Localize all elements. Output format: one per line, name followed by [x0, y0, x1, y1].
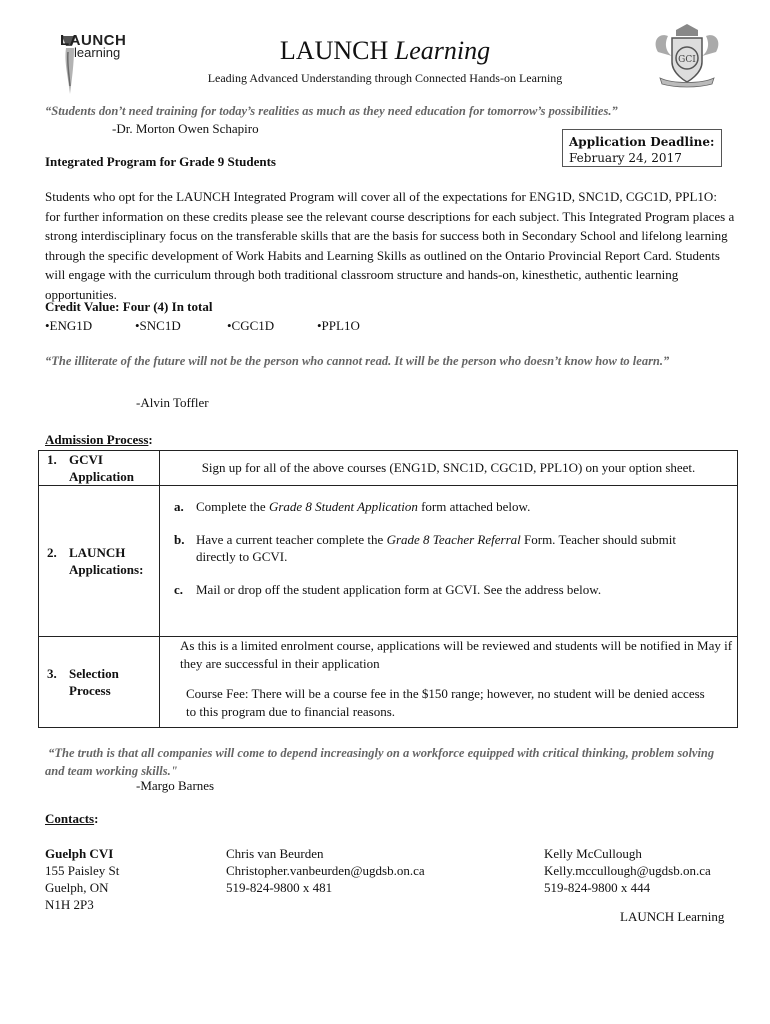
school-crest-logo: [648, 22, 726, 90]
contact-person-2: [544, 845, 711, 896]
quote-barnes: [45, 744, 735, 780]
step-3-number: 3.: [47, 666, 57, 681]
title-italic: Learning: [394, 36, 491, 65]
item-c-letter: c.: [174, 582, 184, 597]
step-3-label-line2: Process: [69, 683, 111, 698]
logo-text-bottom: learning: [74, 45, 121, 60]
contact-2-name: Kelly McCullough: [544, 846, 642, 861]
deadline-date: February 24, 2017: [569, 151, 682, 165]
credit-item-ppl1o: •PPL1O: [317, 318, 360, 333]
credit-item-cgc1d: •CGC1D: [227, 318, 275, 333]
admission-step-3: [39, 637, 738, 728]
contact-2-phone: 519-824-9800 x 444: [544, 880, 651, 895]
step-1-instruction: Sign up for all of the above courses (ENG1D, SNC1D, CGC1D, PPL1O) on your option sheet.: [201, 460, 696, 475]
item-b-text: Have a current teacher complete the Grade 8 Teacher Referral Form. Teacher should submit directly to GCVI.: [196, 532, 676, 564]
contact-2-email[interactable]: Kelly.mccullough@ugdsb.on.ca: [544, 863, 711, 878]
step-2-label-cell: [39, 486, 160, 637]
quote-barnes-author: -Margo Barnes: [136, 778, 215, 793]
deadline-label: Application Deadline:: [569, 135, 715, 149]
step-2-item-a: [174, 498, 716, 515]
step-2-item-c: [174, 581, 716, 598]
item-c-text: Mail or drop off the student application form at GCVI. See the address below.: [196, 582, 602, 597]
quote-toffler: “The illiterate of the future will not be the person who cannot read. It will be the person who doesn’t know how to learn.”: [45, 354, 670, 368]
contact-person-1: [226, 845, 425, 896]
step-3-label-cell: [39, 637, 160, 728]
item-b-letter: b.: [174, 532, 185, 547]
step-1-text: [160, 451, 738, 486]
quote-barnes-text: “The truth is that all companies will come to depend increasingly on a workforce equipped with critical thinking, problem solving and team working skills.": [45, 746, 715, 778]
step-2-label-line1: LAUNCH: [69, 545, 126, 560]
step-2-number: 2.: [47, 545, 57, 560]
contacts-title-text: Contacts: [45, 811, 95, 826]
step-3-text-cell: [160, 637, 738, 728]
contact-1-email[interactable]: Christopher.vanbeurden@ugdsb.on.ca: [226, 863, 425, 878]
credit-item-eng1d: •ENG1D: [45, 318, 93, 333]
contact-1-name: Chris van Beurden: [226, 846, 324, 861]
step-3-label-line1: Selection: [69, 666, 119, 681]
step-1-label-cell: [39, 451, 160, 486]
contacts-title: [45, 811, 98, 827]
school-street: 155 Paisley St: [45, 863, 120, 878]
svg-text:GCI: GCI: [678, 55, 696, 65]
contact-school: [45, 845, 119, 913]
item-a-letter: a.: [174, 499, 184, 514]
school-postal: N1H 2P3: [45, 897, 94, 912]
admission-step-2: [39, 486, 738, 637]
title-main: LAUNCH: [279, 36, 389, 65]
program-title: Integrated Program for Grade 9 Students: [45, 154, 276, 169]
page-subtitle: Leading Advanced Understanding through Connected Hands-on Learning: [207, 71, 563, 85]
admission-table: [38, 450, 738, 728]
application-deadline-box: [562, 129, 722, 167]
quote-schapiro-author: -Dr. Morton Owen Schapiro: [112, 121, 259, 136]
step-1-label-line2: Application: [69, 469, 135, 484]
step-1-number: 1.: [47, 452, 57, 467]
school-name: Guelph CVI: [45, 846, 114, 861]
admission-title-text: Admission Process: [45, 432, 149, 447]
quote-schapiro: “Students don’t need training for today’s realities as much as they need education for tomorrow’s possibilities.”: [45, 104, 618, 118]
step-2-items-cell: [160, 486, 738, 637]
crest-icon: [648, 22, 726, 90]
admission-title: [45, 432, 153, 448]
step-3-course-fee-text: Course Fee: There will be a course fee in the $150 range; however, no student will be denied access to this program due to financial reasons.: [186, 686, 705, 719]
step-2-label-line2: Applications:: [69, 562, 144, 577]
step-1-label-line1: GCVI: [69, 452, 103, 467]
contact-1-phone: 519-824-9800 x 481: [226, 880, 333, 895]
quote-toffler-author: -Alvin Toffler: [136, 395, 209, 410]
program-description: Students who opt for the LAUNCH Integrated Program will cover all of the expectations for ENG1D, SNC1D, CGC1D, PPL1O: for further information on these credits please see the relevant course descriptions for each subject. This Integrated Program places a strong interdisciplinary focus on the transferable skills that are the basis for success both in Secondary School and lifelong learning through the specific development of Work Habits and Learning Skills as outlined on the Ontario Provincial Report Card. Students will engage with the curriculum through both traditional classroom structure and hands-on, kinesthetic, authentic learning opportunities.: [45, 189, 735, 302]
footer-text: LAUNCH Learning: [620, 909, 725, 924]
contacts-title-colon: :: [94, 811, 99, 826]
credit-value: Credit Value: Four (4) In total: [45, 299, 213, 314]
step-2-item-b: [174, 531, 716, 565]
admission-title-colon: :: [148, 432, 153, 447]
logo-text-top: LAUNCH: [60, 32, 127, 49]
step-3-enrolment-text: As this is a limited enrolment course, applications will be reviewed and students will be notified in May if they are successful in their application: [180, 638, 733, 671]
admission-step-1: [39, 451, 738, 486]
item-a-text: Complete the Grade 8 Student Application form attached below.: [196, 499, 531, 514]
school-city: Guelph, ON: [45, 880, 109, 895]
credit-item-snc1d: •SNC1D: [135, 318, 181, 333]
